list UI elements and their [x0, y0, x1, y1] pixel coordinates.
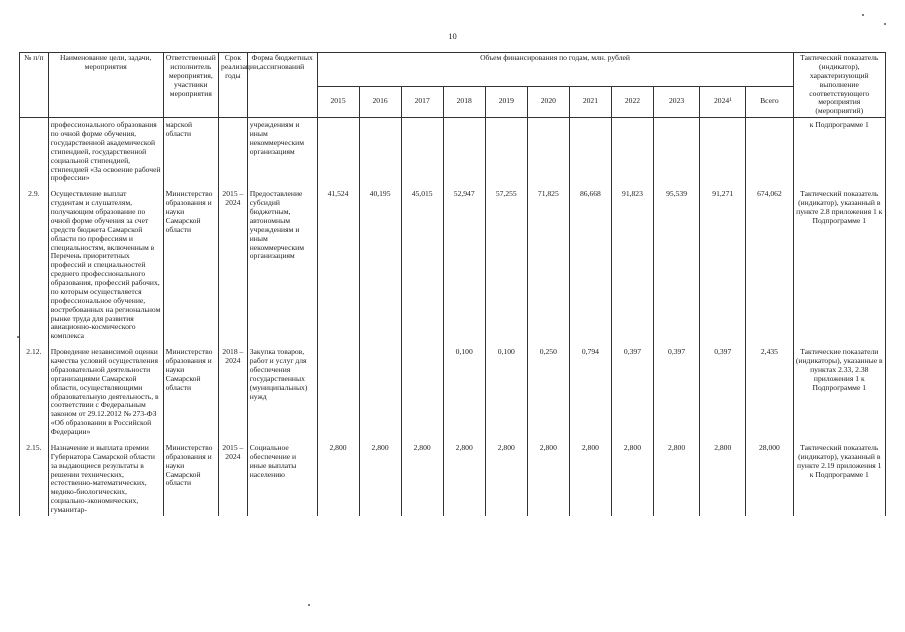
row-responsible: Министерство образования и науки Самарской области	[163, 342, 218, 438]
row-name: Осуществление выплат студентам и слушателям, получающим образование по очной форме обучения за счет средств бюджета Самарской области по профессиям и специальностям, включенным в Перечень приоритетных профессий и специальностей среднего профессионального образования, профессий рабочих, по которым осуществляется профессиональное обучение, востребованных на региональном рынке труда для развития авиационно-космического комплекса	[48, 184, 163, 342]
header-year: 2023	[654, 86, 700, 117]
row-form: Предоставление субсидий бюджетным, автономным учреждениям и иным некоммерческим организациям	[247, 184, 317, 342]
header-year: 2018	[443, 86, 485, 117]
row-value: 0,100	[443, 342, 485, 438]
header-year: 2016	[359, 86, 401, 117]
row-value	[401, 118, 443, 185]
header-funding: Объем финансирования по годам, млн. рублей	[317, 53, 793, 87]
row-value: 40,195	[359, 184, 401, 342]
row-value	[654, 118, 700, 185]
row-name: Назначение и выплата премии Губернатора Самарской области за выдающиеся результаты в решении технических, естественно-математических, медико-биологических, социально-экономических, гуманитар-	[48, 438, 163, 516]
row-num: 2.9.	[20, 184, 49, 342]
row-value: 91,823	[611, 184, 653, 342]
row-value	[401, 342, 443, 438]
header-year: 2020	[527, 86, 569, 117]
header-total: Всего	[746, 86, 793, 117]
row-value	[611, 118, 653, 185]
row-value: 0,397	[611, 342, 653, 438]
funding-table	[19, 52, 886, 516]
table-row	[20, 342, 886, 438]
row-term: 2015 – 2024	[219, 438, 248, 516]
row-value: 2,800	[485, 438, 527, 516]
row-name: Проведение независимой оценки качества условий осуществления образовательной деятельности организациями Самарской области, осуществляющими образовательную деятельность, в соответствии с Федеральным законом от 29.12.2012 № 273-ФЗ «Об образовании в Российской Федерации»	[48, 342, 163, 438]
header-year: 2015	[317, 86, 359, 117]
row-value: 2,800	[401, 438, 443, 516]
row-value: 2,800	[527, 438, 569, 516]
row-total: 28,000	[746, 438, 793, 516]
row-value: 86,668	[569, 184, 611, 342]
row-value: 71,825	[527, 184, 569, 342]
header-form: Форма бюджетных ассигнований	[247, 53, 317, 118]
row-total: 2,435	[746, 342, 793, 438]
row-value	[485, 118, 527, 185]
row-total: 674,062	[746, 184, 793, 342]
header-responsible: Ответственный исполнитель мероприятия, участники мероприятия	[163, 53, 218, 118]
row-value: 52,947	[443, 184, 485, 342]
table-row	[20, 438, 886, 516]
row-value	[700, 118, 746, 185]
page-number: 10	[448, 31, 457, 41]
row-value: 2,800	[654, 438, 700, 516]
row-value: 57,255	[485, 184, 527, 342]
row-indicator: Тактические показатели (индикаторы), указанные в пунктах 2.33, 2.38 приложения 1 к Подпрограмме 1	[793, 342, 885, 438]
row-value: 0,397	[654, 342, 700, 438]
row-value: 2,800	[569, 438, 611, 516]
table-row	[20, 118, 886, 185]
row-value: 2,800	[359, 438, 401, 516]
row-value: 2,800	[611, 438, 653, 516]
header-year: 2017	[401, 86, 443, 117]
header-term: Срок реализации, годы	[219, 53, 248, 118]
header-num: № п/п	[20, 53, 49, 118]
row-value	[569, 118, 611, 185]
header-year: 2022	[611, 86, 653, 117]
row-form: Социальное обеспечение и иные выплаты населению	[247, 438, 317, 516]
row-value	[317, 342, 359, 438]
row-value: 2,800	[700, 438, 746, 516]
row-value: 0,397	[700, 342, 746, 438]
row-value	[527, 118, 569, 185]
header-name: Наименование цели, задачи, мероприятия	[48, 53, 163, 118]
row-value	[317, 118, 359, 185]
row-term: 2018 – 2024	[219, 342, 248, 438]
row-name: профессионального образования по очной форме обучения, государственной академической стипендией, государственной социальной стипендией, стипендией «За освоение рабочей профессии»	[48, 118, 163, 185]
header-year: 2021	[569, 86, 611, 117]
scan-speck	[884, 23, 886, 25]
row-responsible: Министерство образования и науки Самарской области	[163, 438, 218, 516]
header-year: 2024¹	[700, 86, 746, 117]
row-value: 0,100	[485, 342, 527, 438]
scan-speck	[17, 336, 19, 338]
header-year: 2019	[485, 86, 527, 117]
row-value: 2,800	[443, 438, 485, 516]
scan-speck	[308, 604, 310, 606]
row-term	[219, 118, 248, 185]
row-form: учреждениям и иным некоммерческим организациям	[247, 118, 317, 185]
row-responsible: Министерство образования и науки Самарской области	[163, 184, 218, 342]
row-total	[746, 118, 793, 185]
row-num: 2.12.	[20, 342, 49, 438]
row-value: 91,271	[700, 184, 746, 342]
row-value: 45,015	[401, 184, 443, 342]
row-value: 95,539	[654, 184, 700, 342]
row-indicator: Тактический показатель (индикатор), указанный в пункте 2.8 приложения 1 к Подпрограмме 1	[793, 184, 885, 342]
row-num	[20, 118, 49, 185]
row-value: 0,794	[569, 342, 611, 438]
row-num: 2.15.	[20, 438, 49, 516]
row-indicator: Тактический показатель (индикатор), указанный в пункте 2.19 приложения 1 к Подпрограмме 1	[793, 438, 885, 516]
row-value: 41,524	[317, 184, 359, 342]
header-indicator: Тактический показатель (индикатор), характеризующий выполнение соответствующего мероприятия (мероприятий)	[793, 53, 885, 118]
row-value	[359, 118, 401, 185]
row-form: Закупка товаров, работ и услуг для обеспечения государственных (муниципальных) нужд	[247, 342, 317, 438]
row-indicator: к Подпрограмме 1	[793, 118, 885, 185]
row-value	[443, 118, 485, 185]
row-value	[359, 342, 401, 438]
row-value: 0,250	[527, 342, 569, 438]
row-value: 2,800	[317, 438, 359, 516]
scan-speck	[862, 14, 864, 16]
row-responsible: марской области	[163, 118, 218, 185]
row-term: 2015 – 2024	[219, 184, 248, 342]
table-row	[20, 184, 886, 342]
